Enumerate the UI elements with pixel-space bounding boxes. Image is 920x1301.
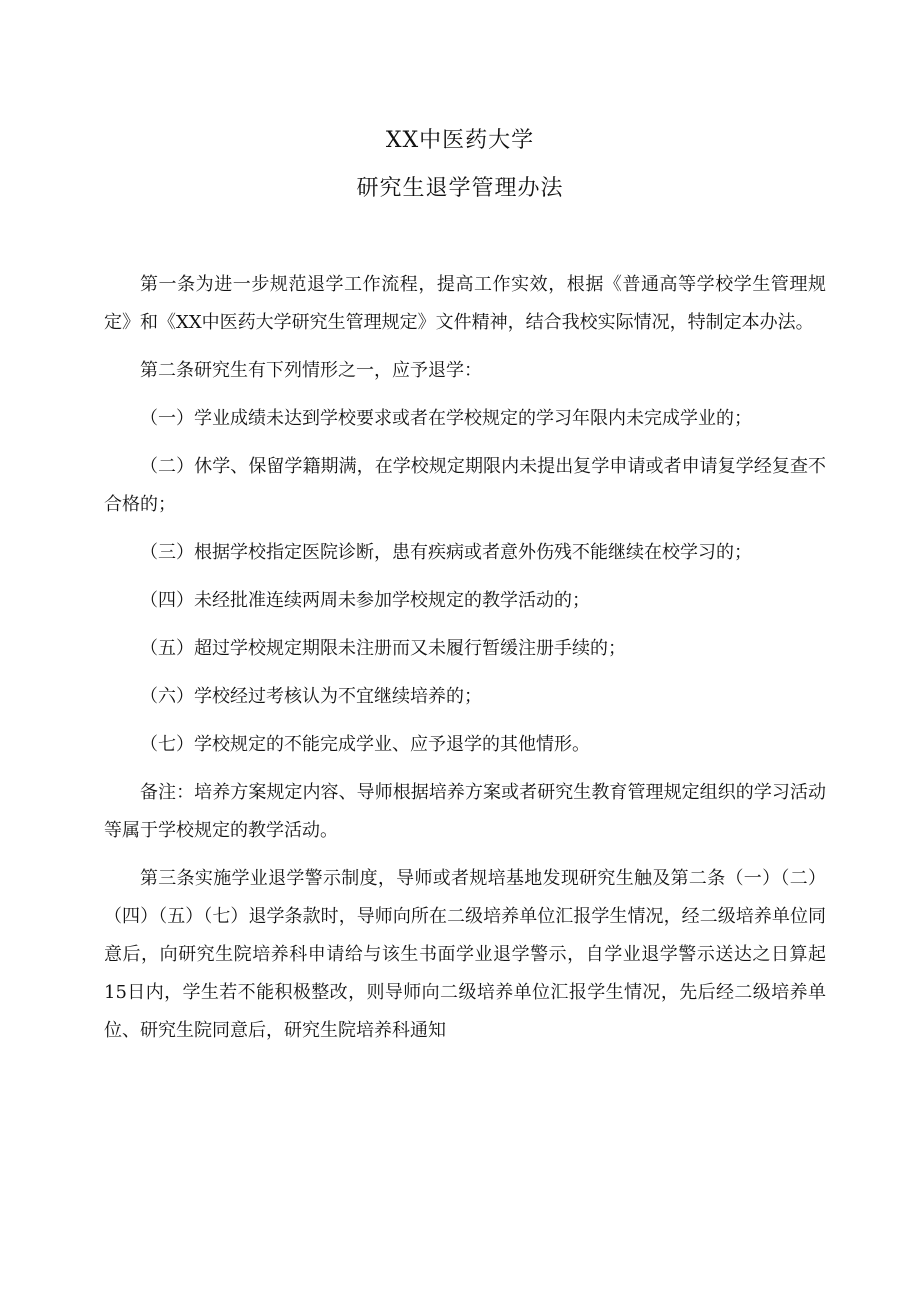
document-title: XX中医药大学 bbox=[385, 128, 535, 153]
article-2-item-5: （五）超过学校规定期限未注册而又未履行暂缓注册手续的； bbox=[140, 638, 626, 659]
article-2-item-4: （四）未经批准连续两周未参加学校规定的教学活动的； bbox=[140, 590, 590, 611]
document-body bbox=[104, 266, 826, 1060]
article-2-item-7: （七）学校规定的不能完成学业、应予退学的其他情形。 bbox=[140, 734, 590, 755]
article-3-paragraph: 第三条实施学业退学警示制度，导师或者规培基地发现研究生触及第二条（一）（二）（四）（五）（七）退学条款时，导师向所在二级培养单位汇报学生情况，经二级培养单位同意后，向研究生院培养科申请给与该生书面学业退学警示，自学业退学警示送达之日算起15日内，学生若不能积极整改，则导师向二级培养单位汇报学生情况，先后经二级培养单位、研究生院同意后，研究生院培养科通知 bbox=[104, 868, 826, 1041]
note-paragraph: 备注：培养方案规定内容、导师根据培养方案或者研究生教育管理规定组织的学习活动等属于学校规定的教学活动。 bbox=[104, 782, 826, 841]
article-2-item-2: （二）休学、保留学籍期满，在学校规定期限内未提出复学申请或者申请复学经复查不合格的； bbox=[104, 456, 826, 515]
article-2-heading: 第二条研究生有下列情形之一，应予退学： bbox=[140, 360, 482, 381]
article-2-item-3: （三）根据学校指定医院诊断，患有疾病或者意外伤残不能继续在校学习的； bbox=[140, 542, 752, 563]
article-2-item-6: （六）学校经过考核认为不宜继续培养的； bbox=[140, 686, 482, 707]
article-2-item-1: （一）学业成绩未达到学校要求或者在学校规定的学习年限内未完成学业的； bbox=[140, 408, 752, 429]
article-1-paragraph: 第一条为进一步规范退学工作流程，提高工作实效，根据《普通高等学校学生管理规定》和《XX中医药大学研究生管理规定》文件精神，结合我校实际情况，特制定本办法。 bbox=[104, 274, 826, 333]
document-subtitle: 研究生退学管理办法 bbox=[356, 176, 564, 201]
